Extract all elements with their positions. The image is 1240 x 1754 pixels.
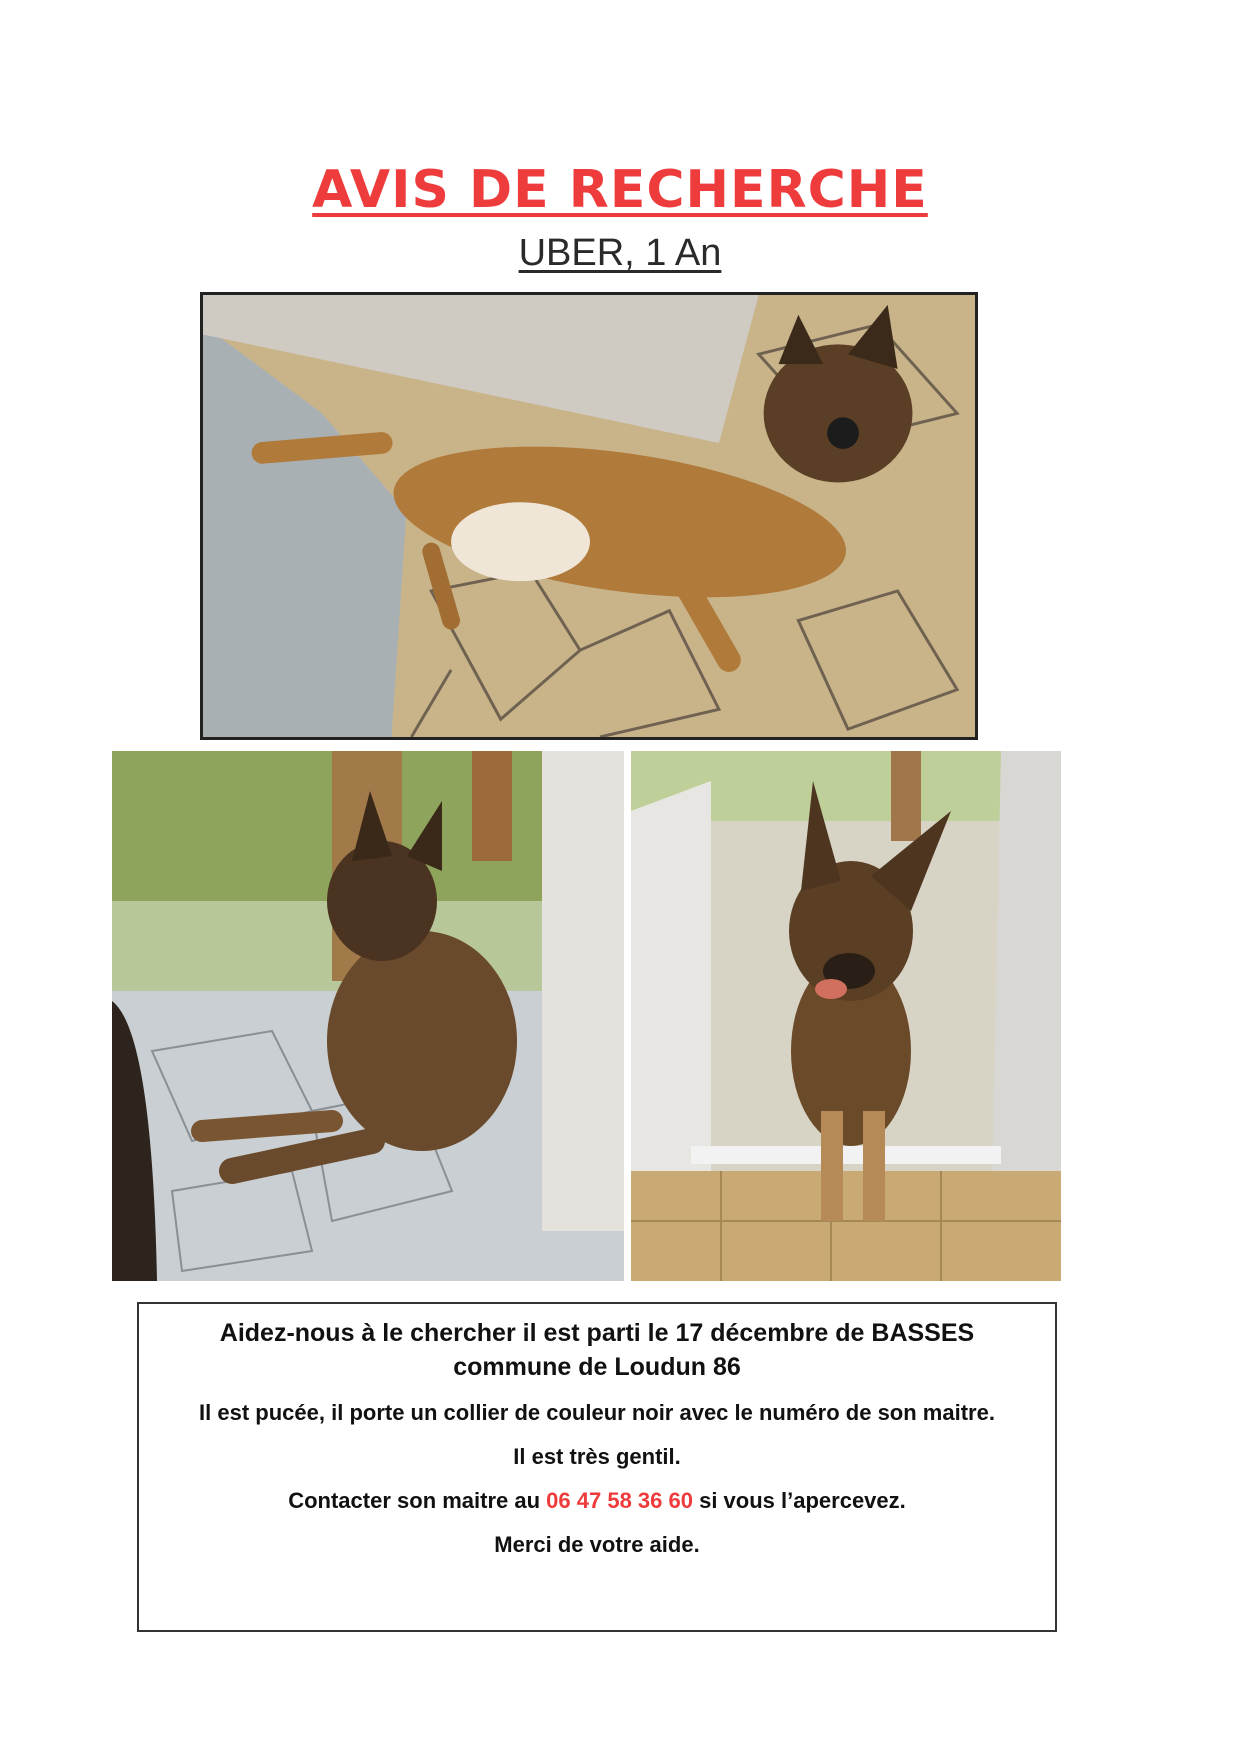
info-departure: Aidez-nous à le chercher il est parti le 17 décembre de BASSES commune de Loudun 86 (219, 1319, 975, 1381)
dog-photo-resting-image (112, 751, 624, 1281)
dog-photo-lying-image (203, 295, 975, 737)
dog-photo-resting (112, 751, 624, 1281)
info-contact (179, 1486, 1015, 1516)
contact-text-before: Contacter son maitre au (288, 1488, 547, 1513)
dog-photo-standing-image (631, 751, 1061, 1281)
dog-photo-standing (631, 751, 1061, 1281)
info-chip-collar: Il est pucée, il porte un collier de couleur noir avec le numéro de son maitre. (199, 1400, 995, 1425)
phone-number[interactable]: 06 47 58 36 60 (546, 1488, 693, 1513)
info-thanks: Merci de votre aide. (494, 1532, 700, 1557)
contact-text-after: si vous l’apercevez. (692, 1488, 906, 1513)
dog-photo-lying (200, 292, 978, 740)
dog-name-age: UBER, 1 An (518, 232, 722, 274)
page-title: AVIS DE RECHERCHE (312, 160, 928, 220)
info-box (137, 1302, 1057, 1632)
info-temperament: Il est très gentil. (513, 1444, 681, 1469)
